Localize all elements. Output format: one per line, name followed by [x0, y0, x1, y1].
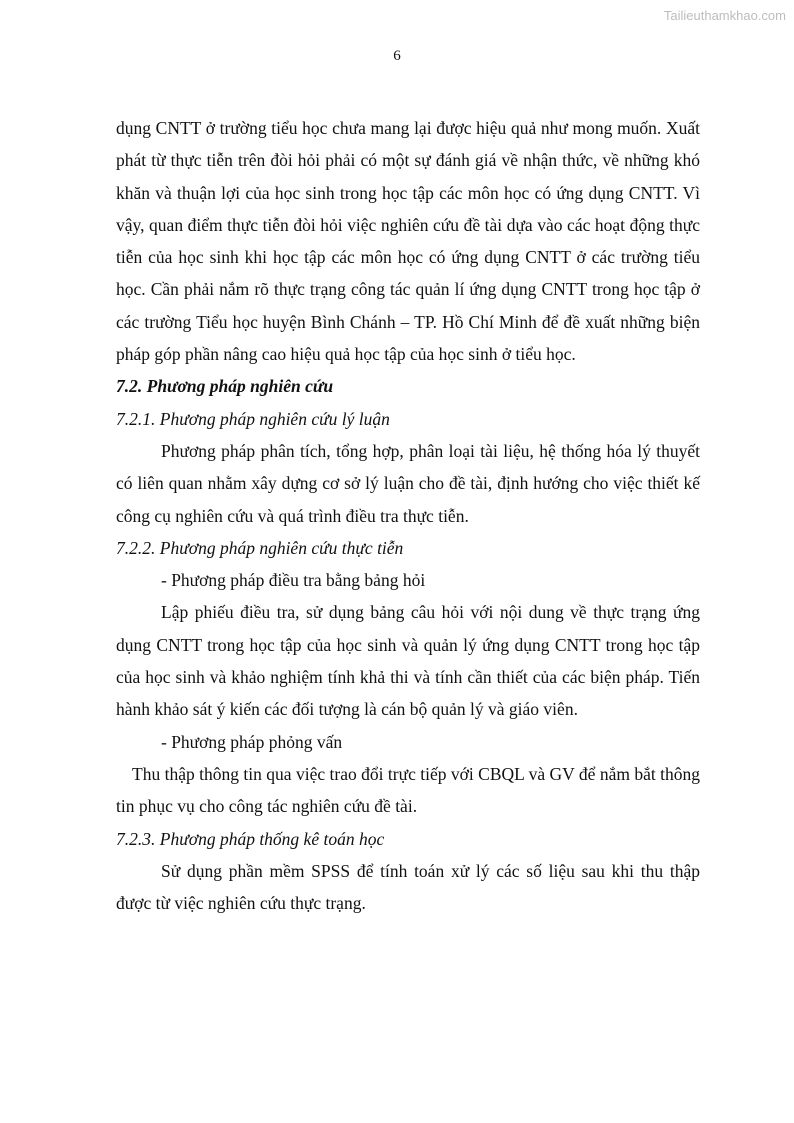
paragraph-theory-method: Phương pháp phân tích, tổng hợp, phân loại tài liệu, hệ thống hóa lý thuyết có liên quan nhằm xây dựng cơ sở lý luận cho đề tài, định hướng cho việc thiết kế công cụ nghiên cứu và quá trình điều tra thực tiễn. — [116, 440, 700, 526]
heading-7-2-2: 7.2.2. Phương pháp nghiên cứu thực tiễn — [116, 537, 404, 558]
watermark: Tailieuthamkhao.com — [663, 8, 786, 23]
page-number: 6 — [393, 48, 401, 64]
intro-paragraph: dụng CNTT ở trường tiểu học chưa mang lại được hiệu quả như mong muốn. Xuất phát từ thực tiễn trên đòi hỏi phải có một sự đánh giá về nhận thức, về những khó khăn và thuận lợi của học sinh trong học tập các môn học có ứng dụng CNTT. Vì vậy, quan điểm thực tiễn đòi hỏi việc nghiên cứu đề tài dựa vào các hoạt động thực tiễn của học sinh khi học tập các môn học có ứng dụng CNTT ở các trường tiểu học. Cần phải nắm rõ thực trạng công tác quản lí ứng dụng CNTT trong học tập ở các trường Tiểu học huyện Bình Chánh – TP. Hồ Chí Minh để đề xuất những biện pháp góp phần nâng cao hiệu quả học tập của học sinh ở tiểu học. — [116, 118, 700, 365]
paragraph-interview-description: Thu thập thông tin qua việc trao đổi trực tiếp với CBQL và GV để nắm bắt thông tin phục vụ cho công tác nghiên cứu đề tài. — [116, 763, 700, 817]
heading-7-2-1: 7.2.1. Phương pháp nghiên cứu lý luận — [116, 408, 390, 429]
paragraph-survey-description: Lập phiếu điều tra, sử dụng bảng câu hỏi với nội dung về thực trạng ứng dụng CNTT trong học tập của học sinh và quản lý ứng dụng CNTT trong học tập của học sinh và khảo nghiệm tính khả thi và tính cần thiết của các biện pháp. Tiến hành khảo sát ý kiến các đối tượng là cán bộ quản lý và giáo viên. — [116, 602, 700, 720]
document-body — [116, 112, 700, 919]
list-item-interview-method: - Phương pháp phỏng vấn — [161, 731, 343, 752]
heading-7-2: 7.2. Phương pháp nghiên cứu — [116, 376, 334, 397]
list-item-survey-method: - Phương pháp điều tra bằng bảng hỏi — [161, 570, 426, 591]
heading-7-2-3: 7.2.3. Phương pháp thống kê toán học — [116, 828, 385, 849]
paragraph-statistics-method: Sử dụng phần mềm SPSS để tính toán xử lý các số liệu sau khi thu thập được từ việc nghiên cứu thực trạng. — [116, 860, 700, 914]
